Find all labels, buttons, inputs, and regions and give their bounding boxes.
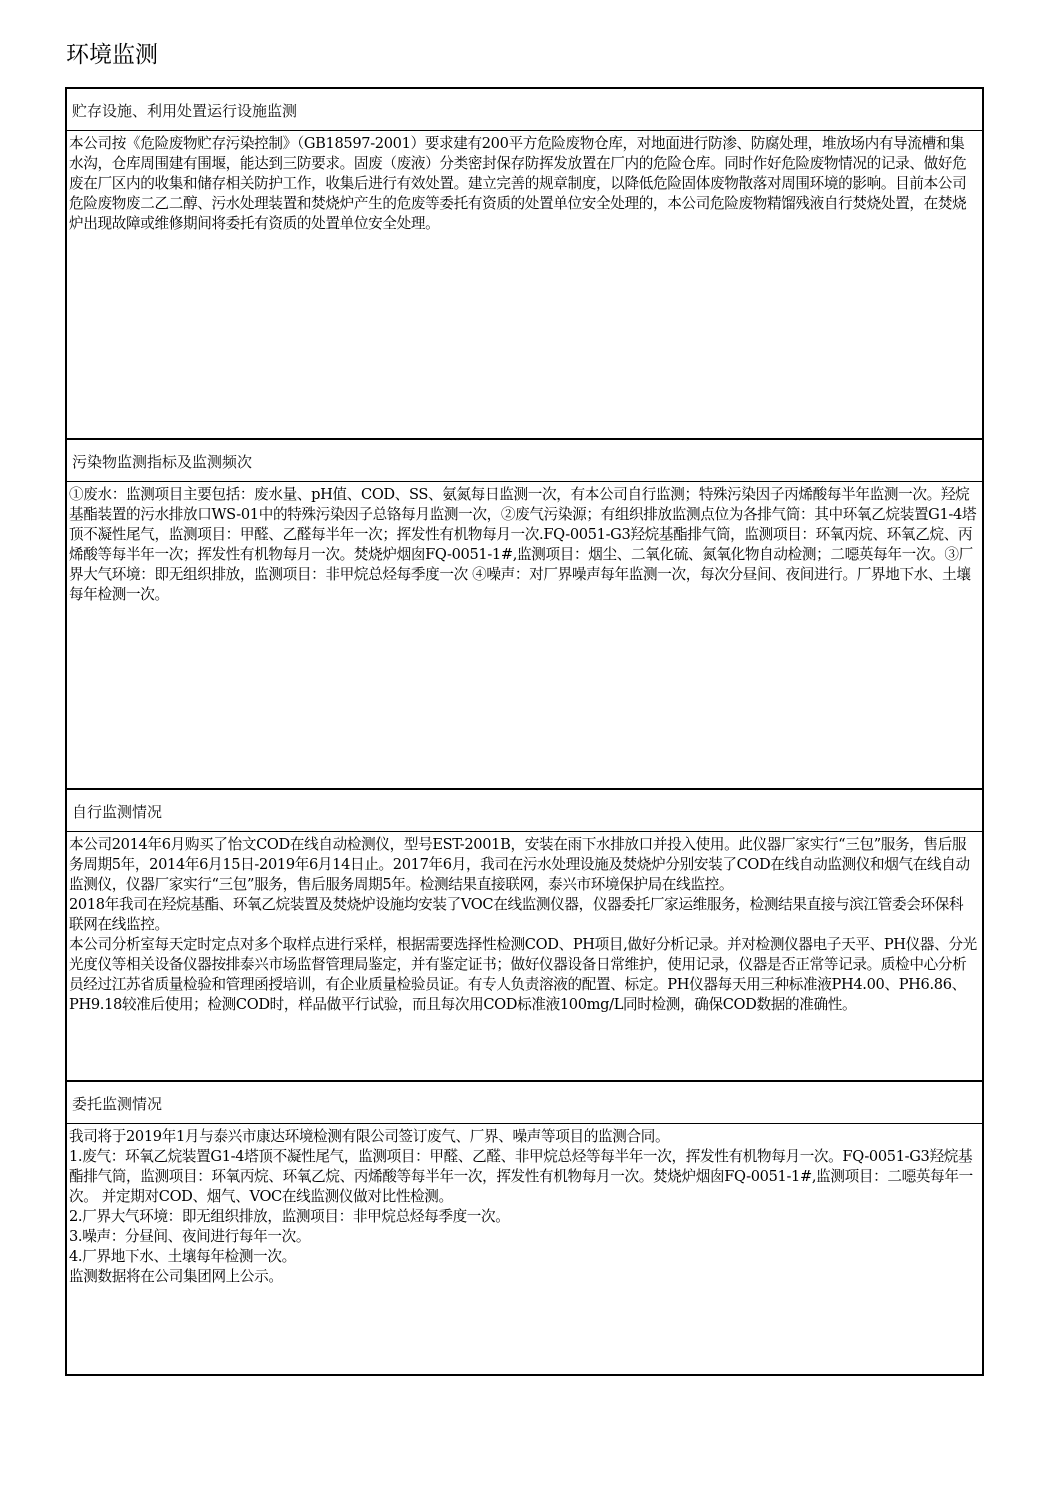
section-paragraph: 本公司分析室每天定时定点对多个取样点进行采样，根据需要选择性检测COD、PH项目,做好分析记录。并对检测仪器电子天平、PH仪器、分光光度仪等相关设备仪器按排泰兴市场监督管理局鉴定，并有鉴定证书；做好仪器设备日常维护，使用记录，仪器是否正常等记录。质检中心分析员经过江苏省质量检验和管理函授培训，有企业质量检验员证。有专人负责溶液的配置、标定。PH仪器每天用三种标准液PH4.00、PH6.86、PH9.18较准后使用；检测COD时，样品做平行试验，而且每次用COD标准液100mg/L同时检测，确保COD数据的准确性。: [69, 936, 977, 1013]
section-heading-label: 贮存设施、利用处置运行设施监测: [72, 102, 298, 120]
section-heading-label: 委托监测情况: [72, 1095, 163, 1113]
section-paragraph: 本公司按《危险废物贮存污染控制》（GB18597-2001）要求建有200平方危险废物仓库，对地面进行防渗、防腐处理，堆放场内有导流槽和集水沟，仓库周围建有围堰，能达到三防要求。固废（废液）分类密封保存防挥发放置在厂内的危险仓库。同时作好危险废物情况的记录、做好危废在厂区内的收集和储存相关防护工作，收集后进行有效处置。建立完善的规章制度，以降低危险固体废物散落对周围环境的影响。目前本公司危险废物废二乙二醇、污水处理装置和焚烧炉产生的危废等委托有资质的处置单位安全处理的，本公司危险废物精馏残液自行焚烧处置，在焚烧炉出现故障或维修期间将委托有资质的处置单位安全处理。: [69, 135, 967, 232]
page-title: 环境监测: [66, 42, 158, 68]
section-paragraph: 1.废气：环氧乙烷装置G1-4塔顶不凝性尾气，监测项目：甲醛、乙醛、非甲烷总烃等每半年一次，挥发性有机物每月一次。FQ-0051-G3羟烷基酯排气筒，监测项目：环氧丙烷、环氧乙烷、丙烯酸等每半年一次，挥发性有机物每月一次。焚烧炉烟囱FQ-0051-1#,监测项目：二噁英每年一次。 并定期对COD、烟气、VOC在线监测仪做对比性检测。: [69, 1148, 973, 1205]
section-paragraph: 2018年我司在羟烷基酯、环氧乙烷装置及焚烧炉设施均安装了VOC在线监测仪器，仪器委托厂家运维服务，检测结果直接与滨江管委会环保科联网在线监控。: [69, 896, 964, 933]
section-paragraph: 2.厂界大气环境：即无组织排放，监测项目：非甲烷总烃每季度一次。: [69, 1208, 510, 1225]
section-heading-pollutant-indicators: [67, 440, 982, 482]
section-paragraph: ①废水：监测项目主要包括：废水量、pH值、COD、SS、氨氮每日监测一次，有本公司自行监测；特殊污染因子丙烯酸每半年监测一次。羟烷基酯装置的污水排放口WS-01中的特殊污染因子总铬每月监测一次，②废气污染源；有组织排放监测点位为各排气筒：其中环氧乙烷装置G1-4塔顶不凝性尾气，监测项目：甲醛、乙醛每半年一次；挥发性有机物每月一次.FQ-0051-G3羟烷基酯排气筒，监测项目：环氧丙烷、环氧乙烷、丙烯酸等每半年一次；挥发性有机物每月一次。焚烧炉烟囱FQ-0051-1#,监测项目：烟尘、二氧化硫、氮氧化物自动检测；二噁英每年一次。③厂界大气环境：即无组织排放，监测项目：非甲烷总烃每季度一次 ④噪声：对厂界噪声每年监测一次，每次分昼间、夜间进行。厂界地下水、土壤每年检测一次。: [69, 486, 977, 603]
section-heading-self-monitoring: [67, 790, 982, 832]
section-body-self-monitoring: [67, 833, 980, 1080]
section-paragraph: 4.厂界地下水、土壤每年检测一次。: [69, 1248, 296, 1265]
section-body-pollutant-indicators: [67, 483, 980, 788]
section-heading-label: 自行监测情况: [72, 803, 163, 821]
section-heading-label: 污染物监测指标及监测频次: [72, 453, 253, 471]
section-body-storage-facilities: [67, 132, 980, 438]
section-paragraph: 监测数据将在公司集团网上公示。: [69, 1268, 283, 1285]
section-paragraph: 我司将于2019年1月与泰兴市康达环境检测有限公司签订废气、厂界、噪声等项目的监测合同。: [69, 1128, 670, 1145]
section-body-entrusted-monitoring: [67, 1125, 980, 1373]
section-heading-storage-facilities: [67, 89, 982, 131]
section-heading-entrusted-monitoring: [67, 1082, 982, 1124]
section-paragraph: 3.噪声：分昼间、夜间进行每年一次。: [69, 1228, 311, 1245]
monitoring-table: [65, 87, 984, 1376]
section-paragraph: 本公司2014年6月购买了怡文COD在线自动检测仪，型号EST-2001B，安装在雨下水排放口并投入使用。此仪器厂家实行“三包”服务，售后服务周期5年，2014年6月15日-2019年6月14日止。2017年6月，我司在污水处理设施及焚烧炉分别安装了COD在线自动监测仪和烟气在线自动监测仪，仪器厂家实行“三包”服务，售后服务周期5年。检测结果直接联网，泰兴市环境保护局在线监控。: [69, 836, 970, 893]
